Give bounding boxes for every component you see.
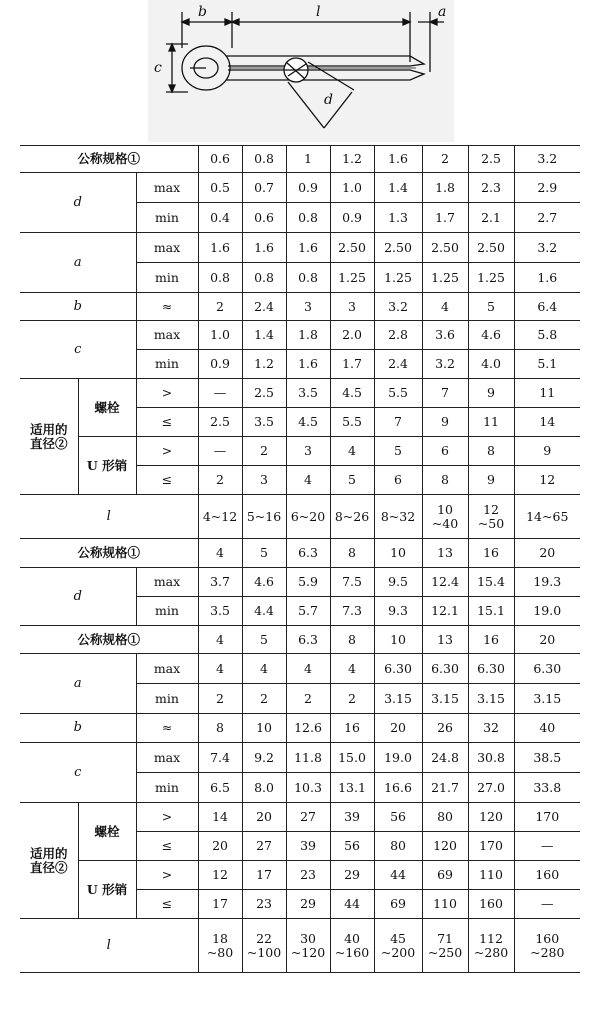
upin-gt-row-cell: 29	[330, 861, 374, 890]
bolt-gt-row-cell: 7	[422, 379, 468, 408]
l-row-cell: 8~26	[330, 495, 374, 539]
l-row-cell: 5~16	[242, 495, 286, 539]
nominal-row-cell: 16	[468, 626, 514, 654]
d-min-row-cell: 5.7	[286, 597, 330, 626]
d-max-row-cell: 2.9	[514, 173, 580, 203]
c-max-row-cell: 2.0	[330, 321, 374, 350]
a-max-row-cell: 4	[198, 654, 242, 684]
gt-label: >	[136, 437, 198, 466]
upin-le-row-cell: 6	[374, 466, 422, 495]
b-row-cell: 5	[468, 293, 514, 321]
applicable-diameter-label	[20, 803, 78, 919]
max-label: max	[136, 173, 198, 203]
max-label: max	[136, 321, 198, 350]
bolt-le-row-cell: 170	[468, 832, 514, 861]
l-row-cell: 6~20	[286, 495, 330, 539]
nominal-row-cell: 1.2	[330, 146, 374, 173]
b-row-cell: 4	[422, 293, 468, 321]
dim-a-label: a	[438, 4, 447, 20]
a-min-row-cell: 1.25	[422, 263, 468, 293]
upin-gt-row-cell: 69	[422, 861, 468, 890]
a-min-row-cell: 3.15	[468, 684, 514, 714]
c-max-row-cell: 1.4	[242, 321, 286, 350]
min-label: min	[136, 773, 198, 803]
upin-gt-row-cell: 6	[422, 437, 468, 466]
a-max-row-cell: 2.50	[468, 233, 514, 263]
bolt-le-row-cell: 7	[374, 408, 422, 437]
upin-le-row-cell: —	[514, 890, 580, 919]
a-min-row-cell: 3.15	[374, 684, 422, 714]
d-min-row-cell: 3.5	[198, 597, 242, 626]
c-min-row-cell: 3.2	[422, 350, 468, 379]
c-max-row-cell: 9.2	[242, 743, 286, 773]
bolt-le-row-cell: 39	[286, 832, 330, 861]
b-row-cell: 3.2	[374, 293, 422, 321]
d-min-row-cell: 19.0	[514, 597, 580, 626]
nominal-row-cell: 13	[422, 626, 468, 654]
c-min-row-cell: 13.1	[330, 773, 374, 803]
c-min-row-cell: 1.6	[286, 350, 330, 379]
param-l-label: l	[20, 495, 198, 539]
a-max-row-cell: 1.6	[198, 233, 242, 263]
d-min-row-cell: 1.7	[422, 203, 468, 233]
min-label: min	[136, 597, 198, 626]
b-row-cell: 26	[422, 714, 468, 743]
upin-le-row-cell: 12	[514, 466, 580, 495]
gt-label: >	[136, 803, 198, 832]
dim-l-label: l	[316, 4, 321, 20]
bolt-gt-row-cell: 2.5	[242, 379, 286, 408]
b-row-cell: 10	[242, 714, 286, 743]
bolt-gt-row-cell: 11	[514, 379, 580, 408]
b-row-cell: 32	[468, 714, 514, 743]
d-max-row-cell: 19.3	[514, 568, 580, 597]
d-min-row-cell: 0.4	[198, 203, 242, 233]
nominal-row-cell: 0.8	[242, 146, 286, 173]
d-min-row-cell: 9.3	[374, 597, 422, 626]
bolt-label: 螺栓	[78, 803, 136, 861]
upin-gt-row-cell: 17	[242, 861, 286, 890]
nominal-row-cell: 8	[330, 626, 374, 654]
param-a-label: a	[20, 233, 136, 293]
nominal-row-cell: 2.5	[468, 146, 514, 173]
nominal-row-cell: 5	[242, 626, 286, 654]
d-max-row-cell: 12.4	[422, 568, 468, 597]
bolt-gt-row-cell: 27	[286, 803, 330, 832]
bolt-label: 螺栓	[78, 379, 136, 437]
c-max-row-cell: 7.4	[198, 743, 242, 773]
bolt-le-row-cell: 80	[374, 832, 422, 861]
upin-gt-row-cell: 110	[468, 861, 514, 890]
b-row-cell: 2.4	[242, 293, 286, 321]
nominal-row-cell: 16	[468, 539, 514, 568]
a-max-row-cell: 2.50	[330, 233, 374, 263]
d-max-row-cell: 1.8	[422, 173, 468, 203]
nominal-row-cell: 1	[286, 146, 330, 173]
b-row-cell: 2	[198, 293, 242, 321]
upin-gt-row-cell: 9	[514, 437, 580, 466]
l-row-cell: 71 ~250	[422, 919, 468, 973]
upin-le-row-cell: 9	[468, 466, 514, 495]
max-label: max	[136, 743, 198, 773]
l-row-cell: 18 ~80	[198, 919, 242, 973]
a-max-row-cell: 3.2	[514, 233, 580, 263]
upin-gt-row-cell: —	[198, 437, 242, 466]
c-max-row-cell: 30.8	[468, 743, 514, 773]
d-max-row-cell: 2.3	[468, 173, 514, 203]
bolt-le-row-cell: 9	[422, 408, 468, 437]
applicable-diameter-label	[20, 379, 78, 495]
u-pin-label: U 形销	[78, 861, 136, 919]
a-min-row-cell: 1.25	[374, 263, 422, 293]
nominal-row-cell: 0.6	[198, 146, 242, 173]
c-min-row-cell: 1.7	[330, 350, 374, 379]
c-min-row-cell: 5.1	[514, 350, 580, 379]
bolt-le-row-cell: 3.5	[242, 408, 286, 437]
c-max-row-cell: 24.8	[422, 743, 468, 773]
upin-le-row-cell: 44	[330, 890, 374, 919]
upin-le-row-cell: 160	[468, 890, 514, 919]
bolt-gt-row-cell: 9	[468, 379, 514, 408]
param-d-label: d	[20, 173, 136, 233]
nominal-row-cell: 13	[422, 539, 468, 568]
upin-le-row-cell: 5	[330, 466, 374, 495]
a-min-row-cell: 1.6	[514, 263, 580, 293]
applicable-diameter-label-line: 直径②	[29, 435, 68, 451]
param-c-label: c	[20, 743, 136, 803]
bolt-gt-row-cell: 80	[422, 803, 468, 832]
a-min-row-cell: 2	[286, 684, 330, 714]
nominal-row-cell: 20	[514, 626, 580, 654]
l-row-cell: 30 ~120	[286, 919, 330, 973]
a-max-row-cell: 1.6	[242, 233, 286, 263]
upin-gt-row-cell: 4	[330, 437, 374, 466]
a-min-row-cell: 0.8	[242, 263, 286, 293]
nominal-row-cell: 3.2	[514, 146, 580, 173]
param-b-label: b	[20, 293, 136, 321]
approx-label: ≈	[136, 293, 198, 321]
l-row-cell: 160 ~280	[514, 919, 580, 973]
a-min-row-cell: 2	[330, 684, 374, 714]
param-l-label: l	[20, 919, 198, 973]
a-max-row-cell: 6.30	[374, 654, 422, 684]
bolt-le-row-cell: 11	[468, 408, 514, 437]
c-max-row-cell: 11.8	[286, 743, 330, 773]
c-max-row-cell: 15.0	[330, 743, 374, 773]
c-min-row-cell: 1.2	[242, 350, 286, 379]
dim-b-label: b	[198, 4, 207, 20]
param-b-label: b	[20, 714, 136, 743]
c-max-row-cell: 1.8	[286, 321, 330, 350]
min-label: min	[136, 684, 198, 714]
max-label: max	[136, 654, 198, 684]
b-row-cell: 3	[330, 293, 374, 321]
a-min-row-cell: 2	[198, 684, 242, 714]
param-c-label: c	[20, 321, 136, 379]
a-max-row-cell: 2.50	[422, 233, 468, 263]
d-min-row-cell: 15.1	[468, 597, 514, 626]
nominal-row-cell: 10	[374, 626, 422, 654]
upin-gt-row-cell: 8	[468, 437, 514, 466]
a-min-row-cell: 0.8	[286, 263, 330, 293]
d-max-row-cell: 15.4	[468, 568, 514, 597]
a-max-row-cell: 6.30	[514, 654, 580, 684]
d-max-row-cell: 7.5	[330, 568, 374, 597]
c-max-row-cell: 19.0	[374, 743, 422, 773]
bolt-gt-row-cell: 14	[198, 803, 242, 832]
max-label: max	[136, 568, 198, 597]
d-max-row-cell: 4.6	[242, 568, 286, 597]
c-min-row-cell: 8.0	[242, 773, 286, 803]
c-max-row-cell: 2.8	[374, 321, 422, 350]
c-max-row-cell: 5.8	[514, 321, 580, 350]
a-min-row-cell: 1.25	[468, 263, 514, 293]
bolt-gt-row-cell: 120	[468, 803, 514, 832]
bolt-gt-row-cell: 3.5	[286, 379, 330, 408]
upin-le-row-cell: 3	[242, 466, 286, 495]
nominal-size-label: 公称规格①	[20, 146, 198, 173]
d-min-row-cell: 4.4	[242, 597, 286, 626]
bolt-gt-row-cell: 20	[242, 803, 286, 832]
bolt-gt-row-cell: 4.5	[330, 379, 374, 408]
a-min-row-cell: 3.15	[422, 684, 468, 714]
c-min-row-cell: 6.5	[198, 773, 242, 803]
a-min-row-cell: 0.8	[198, 263, 242, 293]
param-a-label: a	[20, 654, 136, 714]
a-max-row-cell: 2.50	[374, 233, 422, 263]
bolt-le-row-cell: 14	[514, 408, 580, 437]
d-max-row-cell: 3.7	[198, 568, 242, 597]
c-min-row-cell: 2.4	[374, 350, 422, 379]
a-min-row-cell: 2	[242, 684, 286, 714]
a-min-row-cell: 1.25	[330, 263, 374, 293]
d-min-row-cell: 7.3	[330, 597, 374, 626]
d-min-row-cell: 0.6	[242, 203, 286, 233]
upin-gt-row-cell: 44	[374, 861, 422, 890]
l-row-cell: 22 ~100	[242, 919, 286, 973]
le-label: ≤	[136, 466, 198, 495]
bolt-gt-row-cell: 39	[330, 803, 374, 832]
d-max-row-cell: 0.5	[198, 173, 242, 203]
u-pin-label: U 形销	[78, 437, 136, 495]
nominal-row-cell: 4	[198, 539, 242, 568]
nominal-row-cell: 6.3	[286, 539, 330, 568]
dim-c-label: c	[154, 60, 162, 76]
bolt-gt-row-cell: —	[198, 379, 242, 408]
upin-gt-row-cell: 5	[374, 437, 422, 466]
l-row-cell: 112 ~280	[468, 919, 514, 973]
upin-le-row-cell: 23	[242, 890, 286, 919]
upin-le-row-cell: 29	[286, 890, 330, 919]
min-label: min	[136, 263, 198, 293]
a-min-row-cell: 3.15	[514, 684, 580, 714]
c-min-row-cell: 16.6	[374, 773, 422, 803]
applicable-diameter-label-line: 适用的	[29, 845, 68, 861]
nominal-size-label: 公称规格①	[20, 626, 198, 654]
upin-gt-row-cell: 160	[514, 861, 580, 890]
c-min-row-cell: 4.0	[468, 350, 514, 379]
upin-gt-row-cell: 12	[198, 861, 242, 890]
d-min-row-cell: 0.9	[330, 203, 374, 233]
upin-gt-row-cell: 3	[286, 437, 330, 466]
l-row-cell: 40 ~160	[330, 919, 374, 973]
l-row-cell: 12 ~50	[468, 495, 514, 539]
d-max-row-cell: 0.9	[286, 173, 330, 203]
c-max-row-cell: 3.6	[422, 321, 468, 350]
bolt-gt-row-cell: 5.5	[374, 379, 422, 408]
min-label: min	[136, 350, 198, 379]
c-min-row-cell: 33.8	[514, 773, 580, 803]
nominal-row-cell: 8	[330, 539, 374, 568]
d-min-row-cell: 2.7	[514, 203, 580, 233]
bolt-le-row-cell: 5.5	[330, 408, 374, 437]
b-row-cell: 16	[330, 714, 374, 743]
max-label: max	[136, 233, 198, 263]
nominal-row-cell: 5	[242, 539, 286, 568]
d-max-row-cell: 0.7	[242, 173, 286, 203]
l-row-cell: 10 ~40	[422, 495, 468, 539]
le-label: ≤	[136, 890, 198, 919]
upin-gt-row-cell: 23	[286, 861, 330, 890]
applicable-diameter-label-line: 直径②	[29, 859, 68, 875]
bolt-le-row-cell: 2.5	[198, 408, 242, 437]
c-max-row-cell: 1.0	[198, 321, 242, 350]
bolt-gt-row-cell: 56	[374, 803, 422, 832]
gt-label: >	[136, 379, 198, 408]
applicable-diameter-label-line: 适用的	[29, 421, 68, 437]
b-row-cell: 40	[514, 714, 580, 743]
nominal-row-cell: 2	[422, 146, 468, 173]
bolt-le-row-cell: 27	[242, 832, 286, 861]
upin-le-row-cell: 69	[374, 890, 422, 919]
a-max-row-cell: 4	[330, 654, 374, 684]
c-min-row-cell: 10.3	[286, 773, 330, 803]
c-min-row-cell: 21.7	[422, 773, 468, 803]
upin-le-row-cell: 4	[286, 466, 330, 495]
d-min-row-cell: 1.3	[374, 203, 422, 233]
bolt-le-row-cell: 20	[198, 832, 242, 861]
bolt-le-row-cell: 56	[330, 832, 374, 861]
d-max-row-cell: 1.0	[330, 173, 374, 203]
a-max-row-cell: 6.30	[422, 654, 468, 684]
upin-le-row-cell: 110	[422, 890, 468, 919]
nominal-row-cell: 6.3	[286, 626, 330, 654]
b-row-cell: 8	[198, 714, 242, 743]
le-label: ≤	[136, 832, 198, 861]
cotter-pin-svg	[148, 0, 454, 142]
bolt-le-row-cell: 120	[422, 832, 468, 861]
b-row-cell: 20	[374, 714, 422, 743]
c-max-row-cell: 4.6	[468, 321, 514, 350]
nominal-row-cell: 4	[198, 626, 242, 654]
d-max-row-cell: 1.4	[374, 173, 422, 203]
param-d-label: d	[20, 568, 136, 626]
upin-le-row-cell: 17	[198, 890, 242, 919]
l-row-cell: 14~65	[514, 495, 580, 539]
d-min-row-cell: 2.1	[468, 203, 514, 233]
b-row-cell: 12.6	[286, 714, 330, 743]
b-row-cell: 6.4	[514, 293, 580, 321]
c-max-row-cell: 38.5	[514, 743, 580, 773]
bolt-le-row-cell: 4.5	[286, 408, 330, 437]
bolt-le-row-cell: —	[514, 832, 580, 861]
min-label: min	[136, 203, 198, 233]
a-max-row-cell: 6.30	[468, 654, 514, 684]
d-min-row-cell: 12.1	[422, 597, 468, 626]
a-max-row-cell: 1.6	[286, 233, 330, 263]
nominal-row-cell: 20	[514, 539, 580, 568]
approx-label: ≈	[136, 714, 198, 743]
nominal-row-cell: 10	[374, 539, 422, 568]
upin-le-row-cell: 2	[198, 466, 242, 495]
l-row-cell: 45 ~200	[374, 919, 422, 973]
bolt-gt-row-cell: 170	[514, 803, 580, 832]
upin-gt-row-cell: 2	[242, 437, 286, 466]
c-min-row-cell: 27.0	[468, 773, 514, 803]
le-label: ≤	[136, 408, 198, 437]
gt-label: >	[136, 861, 198, 890]
a-max-row-cell: 4	[286, 654, 330, 684]
b-row-cell: 3	[286, 293, 330, 321]
cotter-pin-dimension-table	[20, 145, 580, 973]
nominal-size-label: 公称规格①	[20, 539, 198, 568]
l-row-cell: 8~32	[374, 495, 422, 539]
d-max-row-cell: 9.5	[374, 568, 422, 597]
d-max-row-cell: 5.9	[286, 568, 330, 597]
nominal-row-cell: 1.6	[374, 146, 422, 173]
c-min-row-cell: 0.9	[198, 350, 242, 379]
dim-d-label: d	[324, 92, 333, 108]
a-max-row-cell: 4	[242, 654, 286, 684]
upin-le-row-cell: 8	[422, 466, 468, 495]
d-min-row-cell: 0.8	[286, 203, 330, 233]
cotter-pin-drawing	[148, 0, 454, 142]
l-row-cell: 4~12	[198, 495, 242, 539]
